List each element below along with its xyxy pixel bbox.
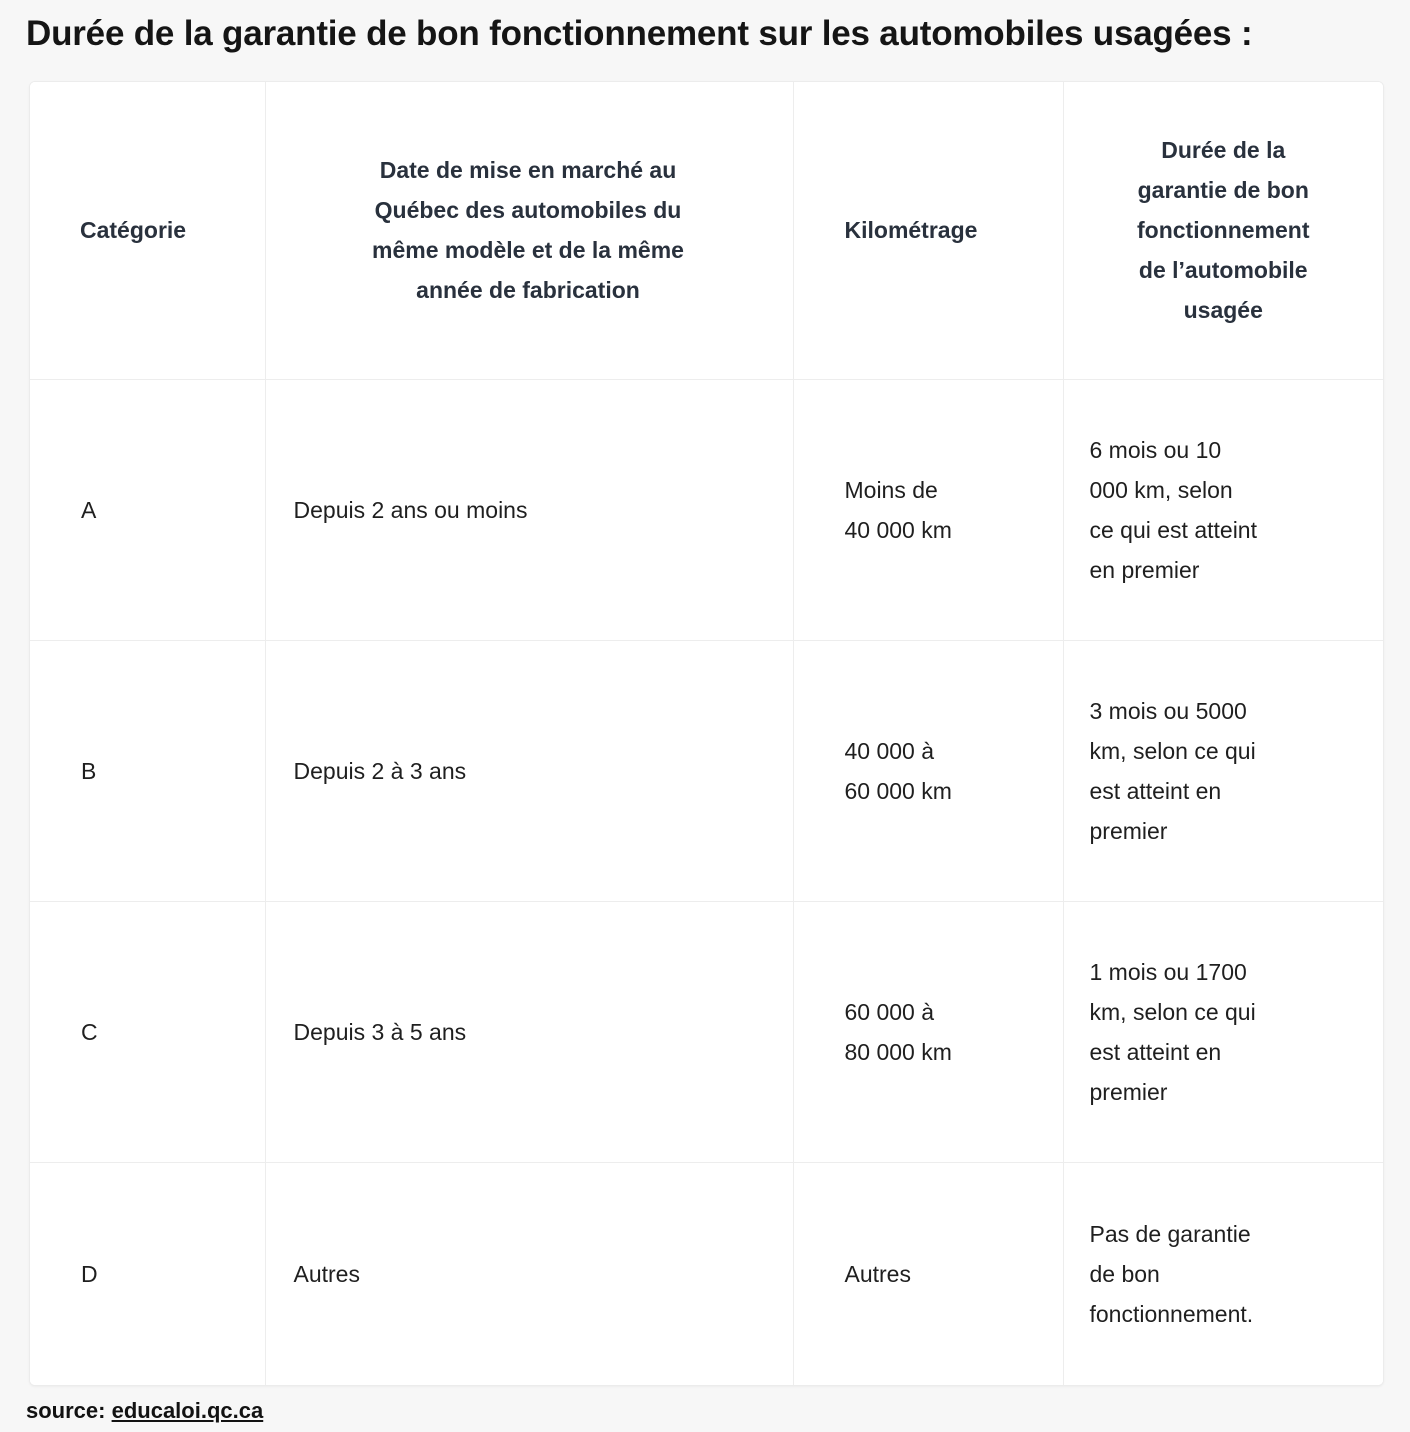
column-header-duree-text bbox=[1064, 116, 1384, 344]
cell-duree bbox=[1063, 640, 1383, 901]
guarantee-table bbox=[30, 82, 1383, 1385]
cell-date-text: Autres bbox=[293, 1261, 360, 1288]
cell-line: Autres bbox=[844, 1261, 911, 1288]
header-line: même modèle et de la même bbox=[372, 237, 684, 264]
column-header-date bbox=[265, 82, 793, 379]
column-header-duree bbox=[1063, 82, 1383, 379]
cell-kilometrage bbox=[793, 902, 1063, 1163]
cell-date bbox=[265, 1163, 793, 1385]
table-row bbox=[30, 1163, 1383, 1385]
header-line: usagée bbox=[1183, 297, 1263, 324]
cell-date bbox=[265, 640, 793, 901]
header-line: garantie de bon bbox=[1137, 177, 1309, 204]
table-header-row bbox=[30, 82, 1383, 379]
cell-duree bbox=[1063, 1163, 1383, 1385]
cell-line: km, selon ce qui bbox=[1089, 737, 1256, 764]
cell-kilometrage-text bbox=[794, 978, 1063, 1086]
cell-date bbox=[265, 902, 793, 1163]
source-label: source: bbox=[26, 1398, 112, 1423]
cell-duree bbox=[1063, 379, 1383, 640]
header-line: Québec des automobiles du bbox=[374, 197, 682, 224]
cell-date-text: Depuis 2 ans ou moins bbox=[293, 496, 528, 523]
cell-categorie bbox=[30, 902, 265, 1163]
source-line bbox=[26, 1396, 263, 1426]
cell-date-text: Depuis 3 à 5 ans bbox=[293, 1019, 467, 1046]
cell-kilometrage-text bbox=[794, 1240, 1063, 1308]
cell-line: Pas de garantie bbox=[1089, 1221, 1251, 1248]
header-line: année de fabrication bbox=[416, 277, 640, 304]
cell-kilometrage bbox=[793, 379, 1063, 640]
cell-line: 000 km, selon bbox=[1089, 476, 1233, 503]
cell-duree-text bbox=[1064, 677, 1384, 865]
cell-kilometrage bbox=[793, 640, 1063, 901]
column-header-categorie bbox=[30, 82, 265, 379]
cell-date-text: Depuis 2 à 3 ans bbox=[293, 757, 467, 784]
cell-line: 40 000 à bbox=[844, 737, 935, 764]
cell-line: km, selon ce qui bbox=[1089, 999, 1256, 1026]
cell-duree bbox=[1063, 902, 1383, 1163]
cell-kilometrage bbox=[793, 1163, 1063, 1385]
cell-line: Moins de bbox=[844, 476, 938, 503]
cell-line: premier bbox=[1089, 817, 1168, 844]
cell-kilometrage-text bbox=[794, 717, 1063, 825]
cell-categorie-text: B bbox=[81, 757, 97, 784]
cell-duree-text bbox=[1064, 416, 1384, 604]
cell-categorie bbox=[30, 640, 265, 901]
cell-line: 60 000 à bbox=[844, 999, 935, 1026]
table-header bbox=[30, 82, 1383, 379]
guarantee-table-container bbox=[29, 81, 1384, 1386]
source-link[interactable]: educaloi.qc.ca bbox=[111, 1398, 264, 1423]
cell-line: en premier bbox=[1089, 556, 1200, 583]
table-row bbox=[30, 379, 1383, 640]
cell-line: est atteint en bbox=[1089, 1039, 1222, 1066]
page-title: Durée de la garantie de bon fonctionnement sur les automobiles usagées : bbox=[26, 14, 1253, 53]
cell-categorie-text: C bbox=[81, 1019, 98, 1046]
header-line: fonctionnement bbox=[1137, 217, 1310, 244]
table-body bbox=[30, 379, 1383, 1385]
header-line: Date de mise en marché au bbox=[379, 157, 677, 184]
cell-duree-text bbox=[1064, 938, 1384, 1126]
cell-line: premier bbox=[1089, 1079, 1168, 1106]
cell-line: 60 000 km bbox=[844, 777, 952, 804]
cell-kilometrage-text bbox=[794, 456, 1063, 564]
cell-categorie-text: A bbox=[81, 496, 97, 523]
cell-line: est atteint en bbox=[1089, 777, 1222, 804]
cell-line: 1 mois ou 1700 bbox=[1089, 959, 1247, 986]
cell-line: fonctionnement. bbox=[1089, 1301, 1254, 1328]
table-row bbox=[30, 640, 1383, 901]
table-row bbox=[30, 902, 1383, 1163]
cell-line: ce qui est atteint bbox=[1089, 516, 1257, 543]
column-header-kilometrage-text: Kilométrage bbox=[844, 217, 978, 244]
cell-line: 80 000 km bbox=[844, 1039, 952, 1066]
header-line: de l’automobile bbox=[1138, 257, 1308, 284]
cell-categorie bbox=[30, 379, 265, 640]
cell-line: 6 mois ou 10 bbox=[1089, 436, 1222, 463]
column-header-categorie-text: Catégorie bbox=[80, 217, 187, 244]
cell-categorie bbox=[30, 1163, 265, 1385]
cell-line: 3 mois ou 5000 bbox=[1089, 697, 1247, 724]
cell-line: de bon bbox=[1089, 1261, 1160, 1288]
cell-duree-text bbox=[1064, 1200, 1384, 1348]
header-line: Durée de la bbox=[1161, 137, 1286, 164]
column-header-kilometrage bbox=[793, 82, 1063, 379]
cell-categorie-text: D bbox=[81, 1261, 98, 1288]
cell-line: 40 000 km bbox=[844, 516, 952, 543]
column-header-date-text bbox=[266, 136, 793, 324]
cell-date bbox=[265, 379, 793, 640]
